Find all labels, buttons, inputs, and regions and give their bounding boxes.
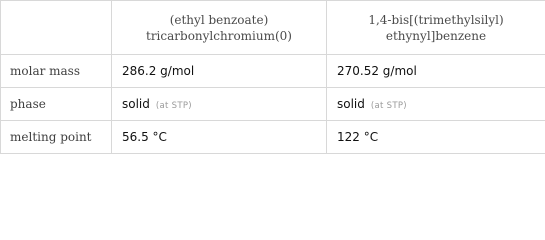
compound-name-2-line1: 1,4-bis[(trimethylsilyl) [368,12,504,27]
header-corner-cell [1,1,112,55]
compound-header-2 [327,1,545,55]
value-cell [327,55,545,88]
table-row [1,55,545,88]
molar-mass-value-2: 270.52 g/mol [337,64,417,78]
phase-value-2: solid [337,97,365,111]
row-label-melting-point: melting point [1,121,112,154]
phase-qualifier-1: (at STP) [155,101,192,111]
melting-point-value-1: 56.5 °C [122,130,167,144]
table-row [1,88,545,121]
value-cell [327,88,545,121]
compound-name-1-line2: tricarbonylchromium(0) [146,28,292,43]
phase-qualifier-2: (at STP) [370,101,407,111]
header-row [1,1,545,55]
compound-name-1-line1: (ethyl benzoate) [169,12,269,27]
melting-point-value-2: 122 °C [337,130,379,144]
compound-header-1 [112,1,327,55]
value-cell [327,121,545,154]
phase-value-1: solid [122,97,150,111]
row-label-molar-mass: molar mass [1,55,112,88]
compound-name-2-line2: ethynyl]benzene [385,28,487,43]
value-cell [112,88,327,121]
row-label-phase: phase [1,88,112,121]
value-cell [112,55,327,88]
value-cell [112,121,327,154]
molar-mass-value-1: 286.2 g/mol [122,64,195,78]
table-row [1,121,545,154]
